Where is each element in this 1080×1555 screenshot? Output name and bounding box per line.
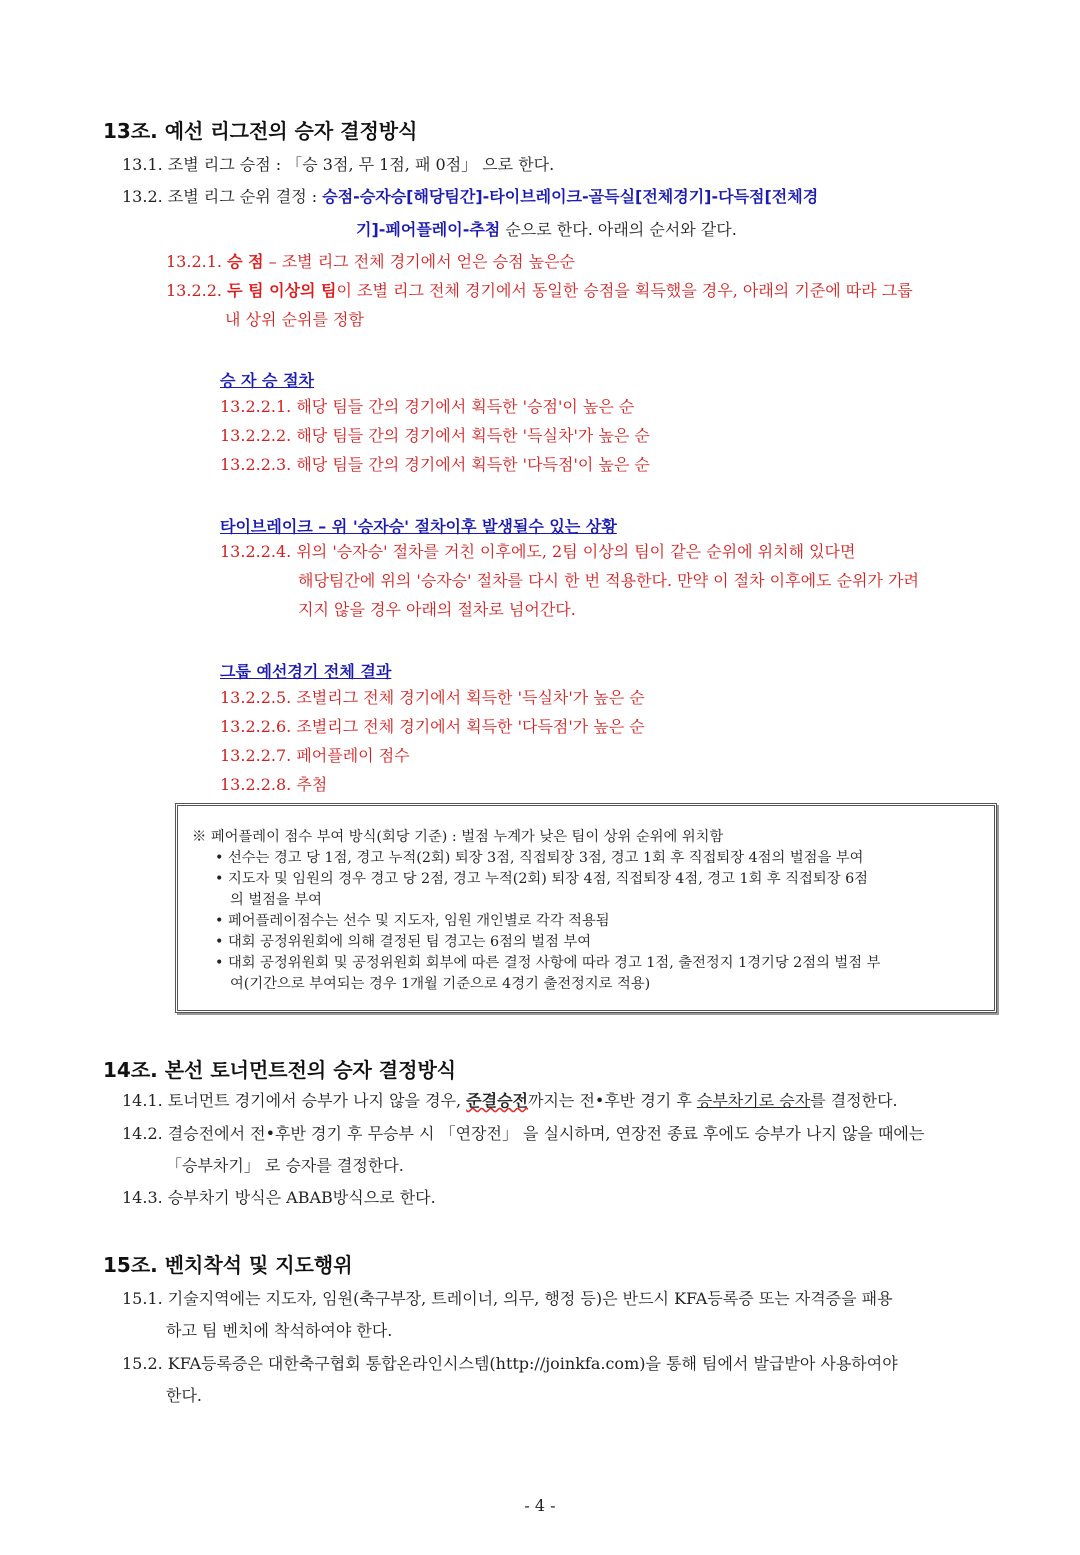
rule-13-2-prefix: 13.2. 조별 리그 순위 결정 : xyxy=(122,187,323,206)
rule-14-1 xyxy=(122,1091,898,1111)
rule-14-1-c: 까지는 전•후반 경기 후 xyxy=(527,1091,697,1110)
section-15-title: 15조. 벤치착석 및 지도행위 xyxy=(103,1253,353,1277)
rule-13-2-criteria-2: 기]-페어플레이-추첨 xyxy=(356,220,501,239)
rule-13-2-2-1: 13.2.2.1. 해당 팀들 간의 경기에서 획득한 '승점'이 높은 순 xyxy=(220,397,635,416)
rule-13-2-1-num: 13.2.1. xyxy=(166,252,228,271)
fairplay-note-item: • 지도자 및 임원의 경우 경고 당 2점, 경고 누적(2회) 퇴장 4점, 직접퇴장 4점, 경고 1회 후 직접퇴장 6점 xyxy=(215,871,868,887)
rule-13-2-1 xyxy=(166,252,575,272)
rule-14-1-a: 14.1. 토너먼트 경기에서 승부가 나지 않을 경우, xyxy=(122,1091,467,1110)
rule-13-2-2-bold: 두 팀 이상의 팀 xyxy=(227,281,337,300)
rule-15-1: 15.1. 기술지역에는 지도자, 임원(축구부장, 트레이너, 의무, 행정 등)은 반드시 KFA등록증 또는 자격증을 패용 xyxy=(122,1289,893,1308)
rule-13-2-2-cont: 내 상위 순위를 정함 xyxy=(225,310,364,329)
page-number: - 4 - xyxy=(524,1496,556,1515)
fairplay-note-item: • 대회 공정위원회 및 공정위원회 회부에 따른 결정 사항에 따라 경고 1점, 출전정지 1경기당 2점의 벌점 부 xyxy=(215,955,881,971)
subheading-tiebreak: 타이브레이크 – 위 '승자승' 절차이후 발생될수 있는 상황 xyxy=(220,517,617,536)
rule-13-2-2-4-cont-2: 지지 않을 경우 아래의 절차로 넘어간다. xyxy=(298,600,576,619)
rule-14-2: 14.2. 결승전에서 전•후반 경기 후 무승부 시 「연장전」 을 실시하며, 연장전 종료 후에도 승부가 나지 않을 때에는 xyxy=(122,1124,925,1143)
rule-13-2-cont xyxy=(356,220,737,240)
section-14-title: 14조. 본선 토너먼트전의 승자 결정방식 xyxy=(103,1058,457,1082)
fairplay-note-box xyxy=(175,803,997,1013)
section-13-title: 13조. 예선 리그전의 승자 결정방식 xyxy=(103,119,418,143)
rule-13-2-2-3: 13.2.2.3. 해당 팀들 간의 경기에서 획득한 '다득점'이 높은 순 xyxy=(220,455,650,474)
rule-15-2-cont: 한다. xyxy=(166,1386,202,1405)
rule-15-1-cont: 하고 팀 벤치에 착석하여야 한다. xyxy=(166,1321,393,1340)
rule-15-2: 15.2. KFA등록증은 대한축구협회 통합온라인시스템(http://joinkfa.com)을 통해 팀에서 발급받아 사용하여야 xyxy=(122,1354,898,1373)
rule-13-2-2-text: 이 조별 리그 전체 경기에서 동일한 승점을 획득했을 경우, 아래의 기준에 따라 그룹 xyxy=(336,281,913,300)
fairplay-note-item: • 선수는 경고 당 1점, 경고 누적(2회) 퇴장 3점, 직접퇴장 3점, 경고 1회 후 직접퇴장 4점의 벌점을 부여 xyxy=(215,850,864,866)
rule-13-2-2-num: 13.2.2. xyxy=(166,281,228,300)
rule-13-2-2-5: 13.2.2.5. 조별리그 전체 경기에서 획득한 '득실차'가 높은 순 xyxy=(220,688,645,707)
rule-13-2-2-4-cont-1: 해당팀간에 위의 '승자승' 절차를 다시 한 번 적용한다. 만약 이 절차 이후에도 순위가 가려 xyxy=(298,571,919,590)
rule-13-2 xyxy=(122,187,818,207)
rule-13-2-criteria-1: 승점-승자승[해당팀간]-타이브레이크-골득실[전체경기]-다득점[전체경 xyxy=(322,187,819,206)
subheading-head-to-head: 승 자 승 절차 xyxy=(220,371,314,390)
rule-13-2-2-4: 13.2.2.4. 위의 '승자승' 절차를 거친 이후에도, 2팀 이상의 팀이 같은 순위에 위치해 있다면 xyxy=(220,542,856,561)
rule-13-2-1-bold: 승 점 xyxy=(227,252,264,271)
rule-14-1-penalty: 승부차기로 승자 xyxy=(696,1091,811,1110)
rule-13-2-2-7: 13.2.2.7. 페어플레이 점수 xyxy=(220,746,410,765)
rule-13-2-2 xyxy=(166,281,913,301)
rule-14-1-semifinal: 준결승전 xyxy=(466,1091,528,1110)
rule-14-3: 14.3. 승부차기 방식은 ABAB방식으로 한다. xyxy=(122,1188,436,1207)
rule-14-1-e: 를 결정한다. xyxy=(810,1091,898,1110)
fairplay-note-title: ※ 페어플레이 점수 부여 방식(회당 기준) : 벌점 누계가 낮은 팀이 상위 순위에 위치함 xyxy=(192,829,724,845)
fairplay-note-item-cont: 의 벌점을 부여 xyxy=(230,892,322,908)
fairplay-note-item-cont: 여(기간으로 부여되는 경우 1개월 기준으로 4경기 출전정지로 적용) xyxy=(230,976,651,992)
rule-13-1: 13.1. 조별 리그 승점 : 「승 3점, 무 1점, 패 0점」 으로 한다. xyxy=(122,155,555,174)
rule-14-2-cont: 「승부차기」 로 승자를 결정한다. xyxy=(166,1156,404,1175)
fairplay-note-item: • 페어플레이점수는 선수 및 지도자, 임원 개인별로 각각 적용됨 xyxy=(215,913,610,929)
subheading-group-results: 그룹 예선경기 전체 결과 xyxy=(220,662,392,681)
rule-13-2-2-8: 13.2.2.8. 추첨 xyxy=(220,775,328,794)
rule-13-2-2-6: 13.2.2.6. 조별리그 전체 경기에서 획득한 '다득점'가 높은 순 xyxy=(220,717,645,736)
rule-13-2-2-2: 13.2.2.2. 해당 팀들 간의 경기에서 획득한 '득실차'가 높은 순 xyxy=(220,426,650,445)
rule-13-2-1-text: – 조별 리그 전체 경기에서 얻은 승점 높은순 xyxy=(263,252,575,271)
fairplay-note-item: • 대회 공정위원회에 의해 결정된 팀 경고는 6점의 벌점 부여 xyxy=(215,934,592,950)
rule-13-2-suffix: 순으로 한다. 아래의 순서와 같다. xyxy=(500,220,737,239)
